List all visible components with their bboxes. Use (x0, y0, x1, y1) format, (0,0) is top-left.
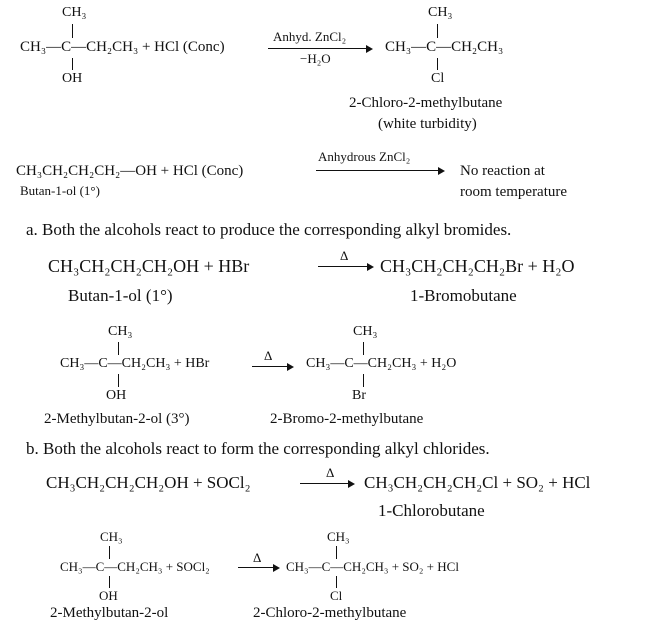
part-b-eq2-reactant-name: 2-Methylbutan-2-ol (50, 605, 169, 621)
part-b-eq1-product: CH₃CH₂CH₂CH₂Cl + SO₂ + HCl (364, 473, 591, 492)
part-a-eq1-reactant: CH₃CH₂CH₂CH₂OH + HBr (48, 256, 250, 276)
part-b-eq2-product-methyl: CH₃ (327, 529, 350, 544)
part-a-eq1-product-name: 1-Bromobutane (410, 286, 517, 305)
rxn1-reactant-bond-up (72, 24, 73, 38)
part-b-eq2-reactant-methyl: CH₃ (100, 529, 123, 544)
rxn1-reactant-hydroxyl: OH (62, 71, 83, 86)
part-b-eq2-product-bond-down (336, 576, 337, 588)
part-b-eq2-product-chain: CH₃—C—CH₂CH₃ + SO₂ + HCl (286, 559, 459, 574)
part-a-statement: a. Both the alcohols react to produce the corresponding alkyl bromides. (26, 220, 512, 239)
part-b-eq2-delta: Δ (253, 550, 262, 565)
rxn1-reactant-chain: CH₃—C—CH₂CH₃ + HCl (Conc) (20, 39, 225, 55)
part-b-eq2-arrow (238, 567, 278, 568)
part-a-eq2-product-chain: CH₃—C—CH₂CH₃ + H₂O (306, 356, 457, 371)
rxn1-product-bond-up (437, 24, 438, 38)
part-a-eq1-arrow (318, 266, 372, 267)
part-a-eq1-reactant-name: Butan-1-ol (1°) (68, 286, 173, 305)
part-a-eq2-arrow (252, 366, 292, 367)
part-a-eq2-product-bromine: Br (352, 388, 366, 403)
part-a-eq2-product-bond-down (363, 374, 364, 387)
rxn1-arrow (268, 48, 371, 49)
rxn2-arrow (316, 170, 443, 171)
rxn2-reactant: CH₃CH₂CH₂CH₂—OH + HCl (Conc) (16, 163, 244, 179)
part-b-eq1-reactant: CH₃CH₂CH₂CH₂OH + SOCl₂ (46, 473, 251, 492)
part-a-eq2-product-methyl: CH₃ (353, 324, 378, 339)
rxn1-byproduct-label: −H₂O (300, 51, 331, 66)
part-b-eq2-reactant-chain: CH₃—C—CH₂CH₃ + SOCl₂ (60, 559, 210, 574)
part-b-eq2-product-bond-up (336, 546, 337, 559)
part-b-eq1-product-name: 1-Chlorobutane (378, 501, 485, 520)
part-a-eq2-product-bond-up (363, 342, 364, 355)
part-b-eq2-reactant-bond-up (109, 546, 110, 559)
rxn1-reagent-label: Anhyd. ZnCl₂ (273, 29, 347, 44)
rxn2-reactant-name: Butan-1-ol (1°) (20, 183, 100, 198)
rxn1-product-methyl: CH₃ (428, 5, 453, 20)
rxn1-reactant-methyl: CH₃ (62, 5, 87, 20)
rxn1-product-bond-down (437, 58, 438, 70)
rxn1-reactant-bond-down (72, 58, 73, 70)
part-b-eq2-reactant-hydroxyl: OH (99, 588, 118, 603)
rxn1-product-note: (white turbidity) (378, 116, 477, 132)
part-a-eq2-reactant-chain: CH₃—C—CH₂CH₃ + HBr (60, 356, 210, 371)
part-b-eq1-arrow (300, 483, 353, 484)
part-b-eq1-delta: Δ (326, 465, 335, 480)
part-a-eq2-reactant-bond-up (118, 342, 119, 355)
part-b-statement: b. Both the alcohols react to form the corresponding alkyl chlorides. (26, 439, 490, 458)
part-a-eq2-delta: Δ (264, 348, 273, 363)
part-b-eq2-product-chlorine: Cl (330, 588, 343, 603)
part-a-eq1-delta: Δ (340, 248, 349, 263)
part-a-eq2-reactant-name: 2-Methylbutan-2-ol (3°) (44, 411, 190, 427)
rxn1-product-name: 2-Chloro-2-methylbutane (349, 95, 503, 111)
part-b-eq2-product-name: 2-Chloro-2-methylbutane (253, 605, 407, 621)
rxn2-result-line2: room temperature (460, 184, 568, 200)
rxn2-result-line1: No reaction at (460, 163, 545, 179)
part-a-eq2-reactant-hydroxyl: OH (106, 388, 127, 403)
part-a-eq2-product-name: 2-Bromo-2-methylbutane (270, 411, 424, 427)
part-a-eq2-reactant-methyl: CH₃ (108, 324, 133, 339)
part-b-eq2-reactant-bond-down (109, 576, 110, 588)
rxn1-product-chain: CH₃—C—CH₂CH₃ (385, 39, 504, 55)
rxn1-product-chlorine: Cl (431, 71, 445, 86)
part-a-eq2-reactant-bond-down (118, 374, 119, 387)
part-a-eq1-product: CH₃CH₂CH₂CH₂Br + H₂O (380, 256, 575, 276)
rxn2-reagent-label: Anhydrous ZnCl₂ (318, 149, 411, 164)
